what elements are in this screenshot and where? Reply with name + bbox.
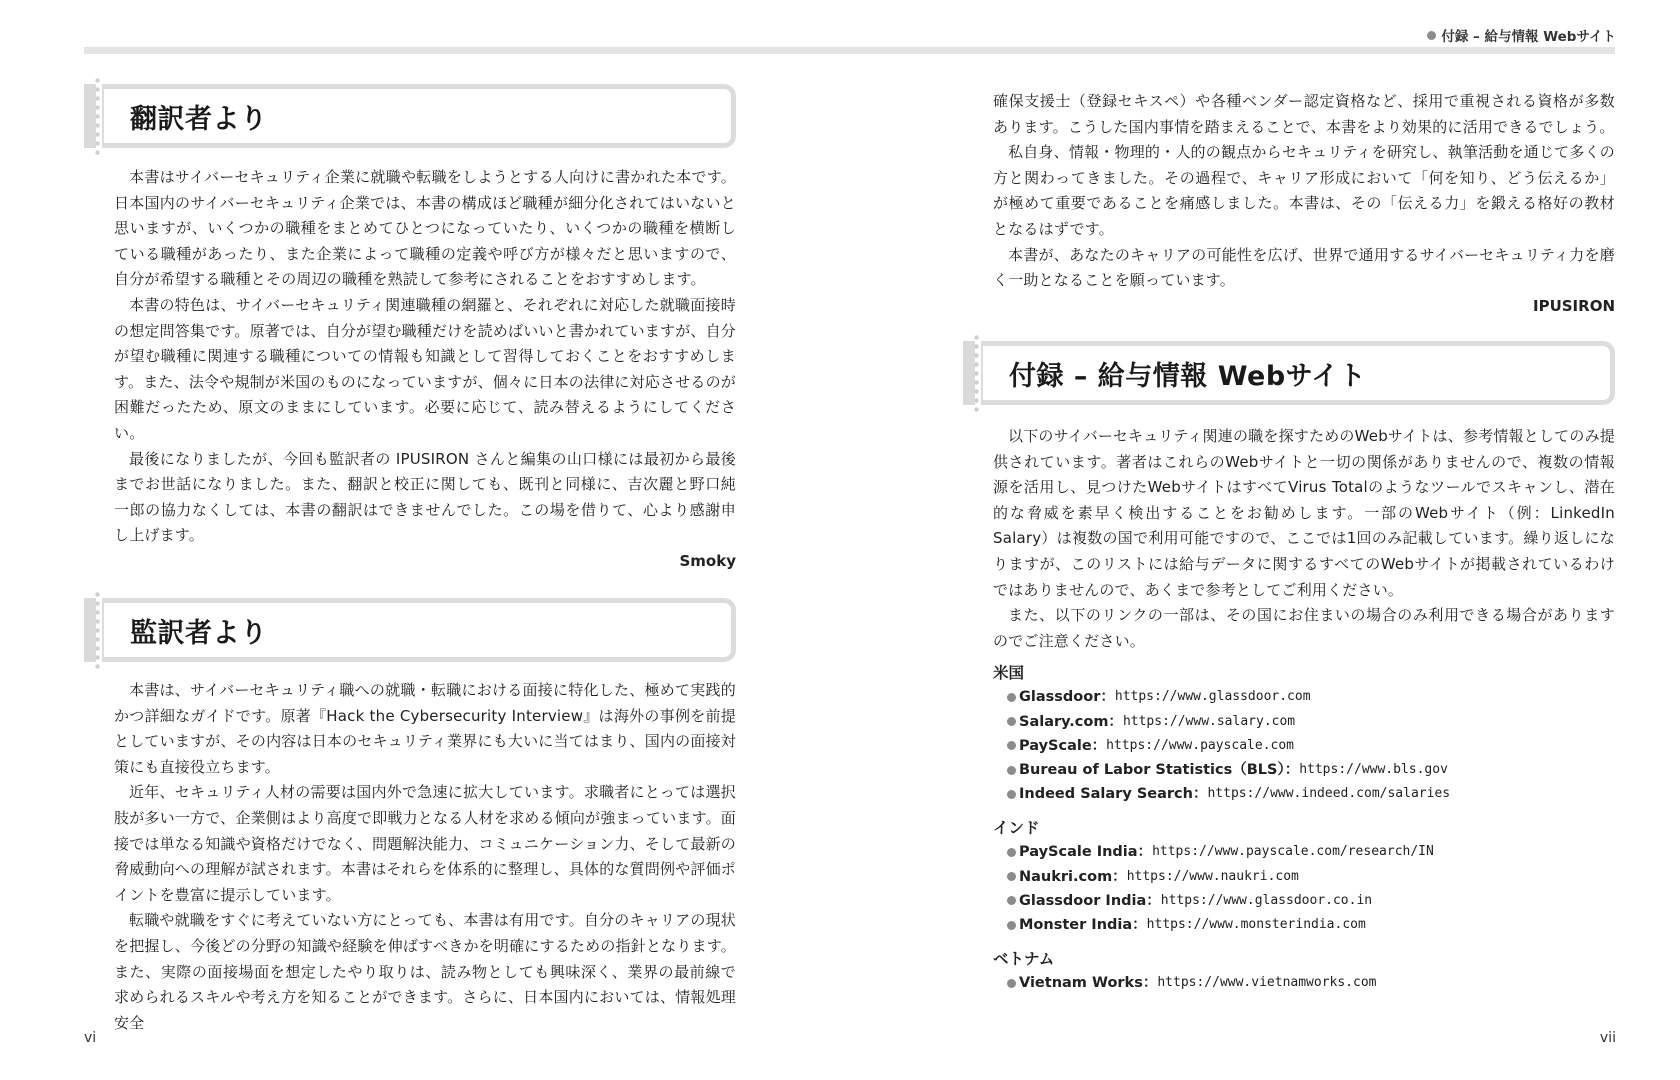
list-item — [1007, 913, 1615, 937]
paragraph: 私自身、情報・物理的・人的の観点からセキュリティを研究し、執筆活動を通じて多くの方と関わってきました。その過程で、キャリア形成において「何を知り、どう伝えるか」が極めて重要であることを痛感しました。本書は、その「伝える力」を鍛える格好の教材となるはずです。 — [993, 143, 1615, 238]
translator-heading-box — [84, 84, 736, 148]
paragraph: また、以下のリンクの一部は、その国にお住まいの場合のみ利用できる場合がありますのでご注意ください。 — [993, 606, 1615, 650]
list-item — [1007, 758, 1615, 782]
page-number-left: vi — [84, 1030, 97, 1046]
site-url-link[interactable]: https://www.glassdoor.co.in — [1160, 892, 1373, 908]
site-url-link[interactable]: https://www.bls.gov — [1299, 761, 1448, 777]
paragraph: 本書はサイバーセキュリティ企業に就職や転職をしようとする人向けに書かれた本です。日本国内のサイバーセキュリティ企業では、本書の構成ほど職種が細分化されてはいないと思いますが、いくつかの職種をまとめてひとつになっていたり、いくつかの職種を横断している職種があったり、また企業によって職種の定義や呼び方が様々だと思いますので、自分が希望する職種とその周辺の職種を熟読して参考にされることをおすすめします。 — [114, 168, 736, 289]
paragraph: 本書が、あなたのキャリアの可能性を広げ、世界で通用するサイバーセキュリティ力を磨く一助となることを願っています。 — [993, 245, 1615, 290]
site-name: Glassdoor India： — [1019, 892, 1161, 909]
region-label-india: インド — [993, 819, 1040, 838]
site-name: Glassdoor： — [1019, 689, 1115, 706]
running-header — [1427, 25, 1616, 45]
site-name: Naukri.com： — [1019, 868, 1127, 885]
translator-section — [114, 165, 736, 575]
supervisor-heading-box — [84, 598, 736, 662]
site-url-link[interactable]: https://www.salary.com — [1122, 713, 1296, 729]
list-item — [1007, 685, 1615, 709]
bullet-icon — [1007, 848, 1016, 857]
paragraph: 以下のサイバーセキュリティ関連の職を探すためのWebサイトは、参考情報としてのみ提供されています。著者はこれらのWebサイトと一切の関係がありませんので、複数の情報源を活用し、見つけたWebサイトはすべてVirus Totalのようなツールでスキャンし、潜在的な脅威を素早く検出することをお勧めします。一部のWebサイト（例：LinkedIn Salary）は複数の国で利用可能ですので、ここでは1回のみ記載しています。繰り返しになりますが、このリストには給与データに関するすべてのWebサイトが掲載されているわけではありませんので、あくまで参考としてご利用ください。 — [993, 427, 1615, 599]
bullet-icon — [1007, 741, 1016, 750]
translator-signature: Smoky — [679, 551, 736, 570]
site-url-link[interactable]: https://www.indeed.com/salaries — [1207, 786, 1451, 802]
link-list-us — [1007, 685, 1615, 806]
site-url-link[interactable]: https://www.payscale.com — [1106, 737, 1294, 753]
paragraph: 最後になりましたが、今回も監訳者の IPUSIRON さんと編集の山口様には最初から最後までお世話になりました。また、翻訳と校正に関しても、既刊と同様に、吉次麗と野口純一郎の協力なくしては、本書の翻訳はできませんでした。この場を借りて、心より感謝申し上げます。 — [114, 449, 736, 545]
list-item — [1007, 971, 1615, 995]
list-item — [1007, 710, 1615, 734]
link-list-vietnam — [1007, 971, 1615, 995]
site-name: Monster India： — [1019, 916, 1147, 933]
region-label-vietnam: ベトナム — [993, 950, 1055, 969]
list-item — [1007, 782, 1615, 806]
bullet-icon — [1007, 693, 1016, 702]
site-name: Indeed Salary Search： — [1019, 786, 1208, 803]
list-item — [1007, 734, 1615, 758]
site-url-link[interactable]: https://www.monsterindia.com — [1146, 916, 1366, 932]
bullet-icon — [1427, 31, 1436, 40]
site-url-link[interactable]: https://www.vietnamworks.com — [1157, 975, 1377, 991]
supervisor-section-right — [993, 89, 1615, 319]
supervisor-signature: IPUSIRON — [1533, 296, 1615, 315]
site-name: PayScale： — [1019, 737, 1107, 754]
appendix-heading: 付録 – 給与情報 Webサイト — [1009, 361, 1367, 392]
list-item — [1007, 889, 1615, 913]
appendix-heading-box — [963, 341, 1615, 405]
region-label-us: 米国 — [993, 664, 1025, 683]
site-url-link[interactable]: https://www.naukri.com — [1126, 868, 1299, 884]
paragraph: 確保支援士（登録セキスペ）や各種ベンダー認定資格など、採用で重視される資格が多数あります。こうした国内事情を踏まえることで、本書をより効果的に活用できるでしょう。 — [993, 92, 1615, 136]
list-item — [1007, 840, 1615, 864]
bullet-icon — [1007, 896, 1016, 905]
paragraph: 転職や就職をすぐに考えていない方にとっても、本書は有用です。自分のキャリアの現状を把握し、今後どの分野の知識や経験を伸ばすべきかを明確にするための指針となります。また、実際の面接場面を想定したやり取りは、読み物としても興味深く、業界の最前線で求められるスキルや考え方を知ることができます。さらに、日本国内においては、情報処理安全 — [114, 911, 736, 1032]
translator-heading: 翻訳者より — [130, 104, 268, 135]
paragraph: 本書の特色は、サイバーセキュリティ関連職種の網羅と、それぞれに対応した就職面接時の想定問答集です。原著では、自分が望む職種だけを読めばいいと書かれていますが、自分が望む職種に関連する職種についての情報も知識として習得しておくことをおすすめします。また、法令や規制が米国のものになっていますが、個々に日本の法律に対応させるのが困難だったため、原文のままにしています。必要に応じて、読み替えるようにしてください。 — [114, 295, 737, 442]
page-number-right: vii — [1599, 1030, 1616, 1046]
paragraph: 本書は、サイバーセキュリティ職への就職・転職における面接に特化した、極めて実践的かつ詳細なガイドです。原著『Hack the Cybersecurity Interview』は海外の事例を前提としていますが、その内容は日本のセキュリティ業界にも大いに当てはまり、国内の面接対策にも直接役立ちます。 — [114, 681, 736, 776]
site-name: Bureau of Labor Statistics（BLS）： — [1019, 761, 1300, 778]
supervisor-section-left — [114, 678, 736, 1036]
bullet-icon — [1007, 921, 1016, 930]
bullet-icon — [1007, 872, 1016, 881]
site-name: Vietnam Works： — [1019, 975, 1158, 992]
paragraph: 近年、セキュリティ人材の需要は国内外で急速に拡大しています。求職者にとっては選択肢が多い一方で、企業側はより高度で即戦力となる人材を求める傾向が強まっています。面接では単なる知識や資格だけでなく、問題解決能力、コミュニケーション力、そして最新の脅威動向への理解が試されます。本書はそれらを体系的に整理し、具体的な質問例や評価ポイントを豊富に提示しています。 — [114, 783, 737, 904]
bullet-icon — [1007, 766, 1016, 775]
header-rule — [84, 47, 1615, 54]
site-name: Salary.com： — [1019, 713, 1123, 730]
bullet-icon — [1007, 717, 1016, 726]
list-item — [1007, 865, 1615, 889]
site-url-link[interactable]: https://www.payscale.com/research/IN — [1152, 844, 1434, 860]
supervisor-heading: 監訳者より — [130, 618, 268, 649]
bullet-icon — [1007, 979, 1016, 988]
site-name: PayScale India： — [1019, 844, 1153, 861]
link-list-india — [1007, 840, 1615, 937]
bullet-icon — [1007, 790, 1016, 799]
running-title: 付録 – 給与情報 Webサイト — [1441, 29, 1616, 45]
site-url-link[interactable]: https://www.glassdoor.com — [1114, 689, 1311, 705]
appendix-section — [993, 424, 1615, 995]
